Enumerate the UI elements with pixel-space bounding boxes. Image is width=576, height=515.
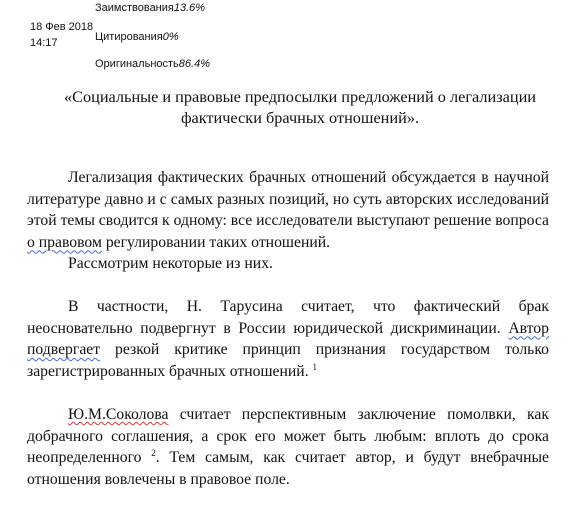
borrowing-label: Заимствования [95,2,174,14]
paragraph-3-line-2 [27,318,549,340]
paragraph-3-line-4 [27,361,549,383]
grammar-flag-avtor[interactable]: Автор [508,319,549,337]
paragraph-3-line-2-text: неосновательно подвергнут в России юридической дискриминации. [27,319,509,337]
paragraph-1-line-1: Легализация фактических брачных отношений обсуждается в научной [68,169,549,186]
paragraph-1-line-4 [27,232,549,254]
paragraph-1-line-3: этой темы сводится к одному: все исследователи выступают решение вопроса [27,212,549,229]
paragraph-1 [27,167,549,253]
paragraph-4 [27,404,549,490]
paragraph-3-line-3-text: резкой критике принцип признания государством только [100,341,549,358]
originality-label: Оригинальность [95,58,179,70]
title-line-2: фактически брачных отношений». [180,108,420,127]
paragraph-4-line-3-rest: . Тем самым, как считает автор, и будут внебрачные [155,449,549,466]
paragraph-4-line-1 [27,404,549,426]
citation-value: 0% [162,31,179,43]
paragraph-3-line-4-text: зарегистрированных брачных отношений. [27,362,313,380]
paragraph-3-line-1: В частности, Н. Тарусина считает, что фактический брак [68,298,549,315]
paragraph-2-line-1: Рассмотрим некоторые из них. [68,255,273,272]
paragraph-4-line-4: отношения вовлечены в правовое поле. [27,470,290,488]
paragraph-3-line-3 [27,339,549,361]
title-line-1: «Социальные и правовые предпосылки предложений о легализации [63,87,537,106]
paragraph-4-line-3-text: неопределенного [27,449,152,466]
citation-label: Цитирования [95,31,163,43]
time-text: 14:17 [30,37,58,49]
footnote-ref-2[interactable]: 2 [151,448,156,458]
paragraph-2 [27,253,549,275]
paragraph-4-line-1-text: считает перспективным заключение помолвки, как [168,406,549,423]
paragraph-4-line-3 [27,447,549,469]
borrowing-value: 13.6% [173,2,206,14]
spelling-flag-sokolova[interactable]: Ю.М.Соколова [68,406,169,423]
grammar-flag-o-pravovom[interactable]: о правовом [27,233,102,251]
citation-stat [95,31,179,44]
originality-stat [95,58,210,71]
paragraph-4-line-2: добрачного соглашения, а срок его может быть любым: вплоть до срока [27,427,549,445]
report-date [30,21,93,34]
paragraph-1-line-2: литературе давно и с самых разных позиций, но суть авторских исследований [27,190,549,208]
date-text: 18 Фев 2018 [30,21,94,33]
document-title [60,86,540,128]
paragraph-3 [27,296,549,382]
originality-value: 86.4% [178,58,210,70]
grammar-flag-podvergaet[interactable]: подвергает [27,341,101,358]
borrowing-stat [95,2,205,15]
paragraph-1-line-4-rest: регулировании таких отношений. [101,233,331,251]
report-time [30,37,58,50]
footnote-ref-1[interactable]: 1 [312,361,318,372]
